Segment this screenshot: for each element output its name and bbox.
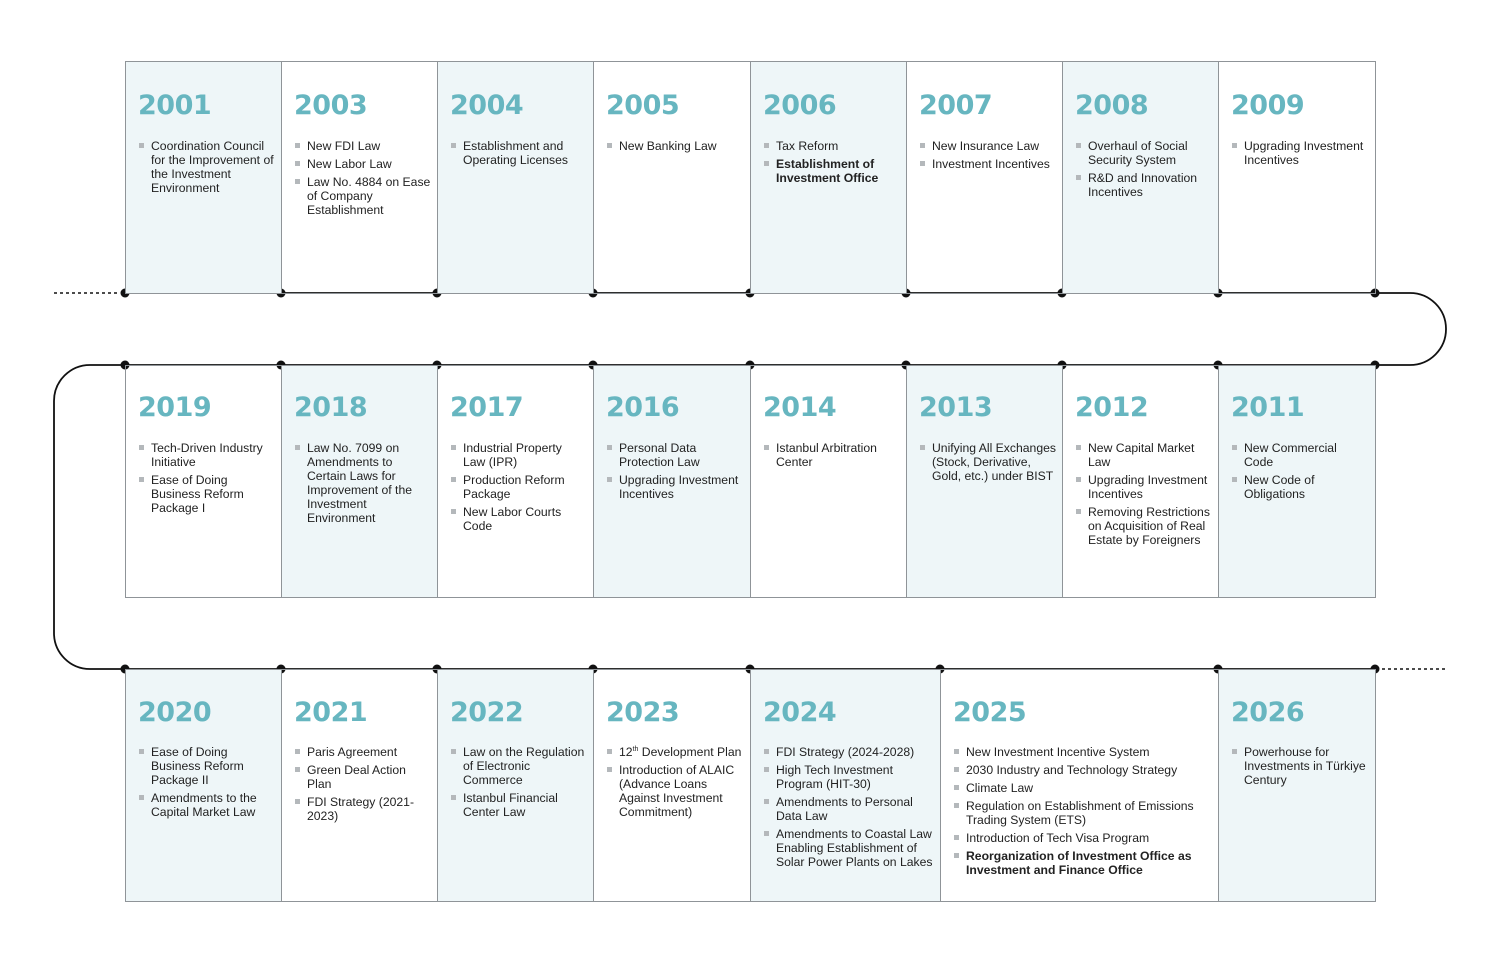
milestone-text: Law on the Regulation of Electronic Commerce xyxy=(463,745,585,787)
year-label: 2024 xyxy=(763,697,837,728)
year-label: 2018 xyxy=(294,392,368,423)
year-label: 2007 xyxy=(919,90,993,121)
milestone-text: Production Reform Package xyxy=(463,473,565,501)
milestone-list xyxy=(294,441,431,529)
year-cell-2018 xyxy=(281,365,438,598)
milestone-text: Climate Law xyxy=(966,781,1034,795)
milestone-item xyxy=(450,745,587,787)
year-label: 2013 xyxy=(919,392,993,423)
year-label: 2017 xyxy=(450,392,524,423)
year-cell-2022 xyxy=(437,669,594,902)
milestone-item xyxy=(763,157,900,185)
milestone-list xyxy=(919,139,1056,175)
milestone-text: Istanbul Arbitration Center xyxy=(776,441,877,469)
milestone-item xyxy=(763,745,934,759)
milestone-item xyxy=(763,441,900,469)
year-cell-2011 xyxy=(1218,365,1376,598)
milestone-item xyxy=(953,799,1212,827)
year-cell-2026 xyxy=(1218,669,1376,902)
year-label: 2021 xyxy=(294,697,368,728)
milestone-text: Introduction of ALAIC (Advance Loans Against Investment Commitment) xyxy=(619,763,735,819)
year-cell-2024 xyxy=(750,669,941,902)
milestone-item xyxy=(294,745,431,759)
milestone-list xyxy=(1075,441,1212,551)
milestone-item xyxy=(450,791,587,819)
milestone-item xyxy=(953,849,1212,877)
milestone-item xyxy=(294,157,431,171)
milestone-text: New FDI Law xyxy=(307,139,381,153)
milestone-item xyxy=(606,139,744,153)
milestone-item xyxy=(294,763,431,791)
ordinal-suffix: th xyxy=(632,745,639,753)
milestone-text: Amendments to Personal Data Law xyxy=(776,795,913,823)
milestone-list xyxy=(138,139,275,199)
milestone-list xyxy=(294,139,431,221)
year-label: 2020 xyxy=(138,697,212,728)
milestone-item xyxy=(450,473,587,501)
milestone-text: Istanbul Financial Center Law xyxy=(463,791,558,819)
milestone-item xyxy=(919,441,1056,483)
year-label: 2003 xyxy=(294,90,368,121)
milestone-list xyxy=(763,139,900,189)
milestone-item xyxy=(1231,139,1369,167)
milestone-item xyxy=(1075,139,1212,167)
milestone-text: Personal Data Protection Law xyxy=(619,441,700,469)
year-cell-2017 xyxy=(437,365,594,598)
year-label: 2019 xyxy=(138,392,212,423)
year-cell-2005 xyxy=(593,61,751,294)
milestone-item xyxy=(953,831,1212,845)
year-label: 2023 xyxy=(606,697,680,728)
milestone-list xyxy=(953,745,1212,881)
year-cell-2019 xyxy=(125,365,282,598)
year-label: 2005 xyxy=(606,90,680,121)
milestone-text: 12 xyxy=(619,745,633,759)
milestone-item xyxy=(953,745,1212,759)
year-cell-2003 xyxy=(281,61,438,294)
year-cell-2012 xyxy=(1062,365,1219,598)
year-label: 2009 xyxy=(1231,90,1305,121)
milestone-item xyxy=(919,157,1056,171)
milestone-text: FDI Strategy (2024-2028) xyxy=(776,745,915,759)
milestone-text: New Code of Obligations xyxy=(1244,473,1315,501)
milestone-text: Green Deal Action Plan xyxy=(307,763,406,791)
milestone-text: Removing Restrictions on Acquisition of Real Estate by Foreigners xyxy=(1088,505,1210,547)
milestone-text: Ease of Doing Business Reform Package I xyxy=(151,473,244,515)
milestone-list xyxy=(606,139,744,157)
milestone-list xyxy=(763,745,934,873)
milestone-text-rest: Development Plan xyxy=(638,745,742,759)
year-cell-2009 xyxy=(1218,61,1376,294)
milestone-item xyxy=(763,139,900,153)
year-cell-2006 xyxy=(750,61,907,294)
milestone-item xyxy=(606,763,744,819)
year-cell-2016 xyxy=(593,365,751,598)
milestone-item xyxy=(953,763,1212,777)
milestone-item xyxy=(953,781,1212,795)
year-label: 2014 xyxy=(763,392,837,423)
year-cell-2013 xyxy=(906,365,1063,598)
milestone-text: Coordination Council for the Improvement of the Investment Environment xyxy=(151,139,274,195)
milestone-text: 2030 Industry and Technology Strategy xyxy=(966,763,1178,777)
milestone-text: Establishment and Operating Licenses xyxy=(463,139,569,167)
year-label: 2006 xyxy=(763,90,837,121)
milestone-text: Upgrading Investment Incentives xyxy=(619,473,739,501)
milestone-text: New Labor Courts Code xyxy=(463,505,562,533)
year-label: 2011 xyxy=(1231,392,1305,423)
milestone-list xyxy=(606,745,744,823)
milestone-text: Law No. 4884 on Ease of Company Establishment xyxy=(307,175,431,217)
milestone-text: Upgrading Investment Incentives xyxy=(1088,473,1208,501)
milestone-list xyxy=(606,441,744,505)
milestone-text: Tech-Driven Industry Initiative xyxy=(151,441,263,469)
milestone-text: Reorganization of Investment Office as Investment and Finance Office xyxy=(966,849,1192,877)
year-label: 2004 xyxy=(450,90,524,121)
milestone-item xyxy=(606,745,744,759)
milestone-list xyxy=(1231,441,1369,505)
milestone-item xyxy=(606,441,744,469)
milestone-item xyxy=(138,441,275,469)
milestone-item xyxy=(606,473,744,501)
milestone-text: Investment Incentives xyxy=(932,157,1050,171)
milestone-item xyxy=(763,763,934,791)
milestone-text: Unifying All Exchanges (Stock, Derivative, Gold, etc.) under BIST xyxy=(932,441,1056,483)
year-cell-2004 xyxy=(437,61,594,294)
milestone-item xyxy=(138,791,275,819)
year-cell-2020 xyxy=(125,669,282,902)
milestone-item xyxy=(294,175,431,217)
milestone-item xyxy=(450,441,587,469)
milestone-text: Tax Reform xyxy=(776,139,839,153)
milestone-item xyxy=(1075,505,1212,547)
milestone-item xyxy=(919,139,1056,153)
year-cell-2008 xyxy=(1062,61,1219,294)
milestone-text: New Insurance Law xyxy=(932,139,1040,153)
year-cell-2021 xyxy=(281,669,438,902)
milestone-text: Ease of Doing Business Reform Package II xyxy=(151,745,244,787)
year-cell-2014 xyxy=(750,365,907,598)
milestone-text: New Commercial Code xyxy=(1244,441,1337,469)
milestone-item xyxy=(1075,441,1212,469)
milestone-item xyxy=(450,139,587,167)
milestone-list xyxy=(1231,745,1369,791)
milestone-text: Overhaul of Social Security System xyxy=(1088,139,1188,167)
milestone-text: Amendments to the Capital Market Law xyxy=(151,791,257,819)
milestone-list xyxy=(450,139,587,171)
milestone-item xyxy=(450,505,587,533)
milestone-item xyxy=(1075,171,1212,199)
milestone-text: Industrial Property Law (IPR) xyxy=(463,441,562,469)
milestone-item xyxy=(1231,473,1369,501)
milestone-text: Powerhouse for Investments in Türkiye Century xyxy=(1244,745,1366,787)
milestone-text: Paris Agreement xyxy=(307,745,398,759)
milestone-item xyxy=(138,473,275,515)
year-label: 2016 xyxy=(606,392,680,423)
year-cell-2007 xyxy=(906,61,1063,294)
milestone-text: New Investment Incentive System xyxy=(966,745,1150,759)
milestone-text: R&D and Innovation Incentives xyxy=(1088,171,1198,199)
milestone-item xyxy=(763,795,934,823)
milestone-item xyxy=(138,745,275,787)
milestone-list xyxy=(450,441,587,537)
milestone-text: Introduction of Tech Visa Program xyxy=(966,831,1150,845)
milestone-list xyxy=(763,441,900,473)
milestone-text: Upgrading Investment Incentives xyxy=(1244,139,1364,167)
year-cell-2001 xyxy=(125,61,282,294)
milestone-item xyxy=(763,827,934,869)
milestone-list xyxy=(1075,139,1212,203)
milestone-item xyxy=(138,139,275,195)
milestone-item xyxy=(294,795,431,823)
milestone-item xyxy=(1075,473,1212,501)
milestone-text: High Tech Investment Program (HIT-30) xyxy=(776,763,893,791)
milestone-text: Amendments to Coastal Law Enabling Establishment of Solar Power Plants on Lakes xyxy=(776,827,933,869)
milestone-list xyxy=(450,745,587,823)
milestone-text: New Labor Law xyxy=(307,157,392,171)
milestone-list xyxy=(138,441,275,519)
year-label: 2026 xyxy=(1231,697,1305,728)
year-label: 2008 xyxy=(1075,90,1149,121)
year-cell-2023 xyxy=(593,669,751,902)
milestone-text: Law No. 7099 on Amendments to Certain Laws for Improvement of the Investment Environment xyxy=(307,441,412,525)
milestone-text: Regulation on Establishment of Emissions Trading System (ETS) xyxy=(966,799,1194,827)
milestone-text: New Capital Market Law xyxy=(1088,441,1195,469)
milestone-item xyxy=(294,139,431,153)
milestone-text: Establishment of Investment Office xyxy=(776,157,879,185)
milestone-list xyxy=(919,441,1056,487)
milestone-text: New Banking Law xyxy=(619,139,717,153)
year-label: 2022 xyxy=(450,697,524,728)
milestone-list xyxy=(1231,139,1369,171)
year-cell-2025 xyxy=(940,669,1219,902)
milestone-list xyxy=(294,745,431,827)
year-label: 2012 xyxy=(1075,392,1149,423)
year-label: 2001 xyxy=(138,90,212,121)
milestone-text: FDI Strategy (2021-2023) xyxy=(307,795,415,823)
milestone-item xyxy=(1231,745,1369,787)
milestone-item xyxy=(294,441,431,525)
milestone-list xyxy=(138,745,275,823)
year-label: 2025 xyxy=(953,697,1027,728)
milestone-item xyxy=(1231,441,1369,469)
